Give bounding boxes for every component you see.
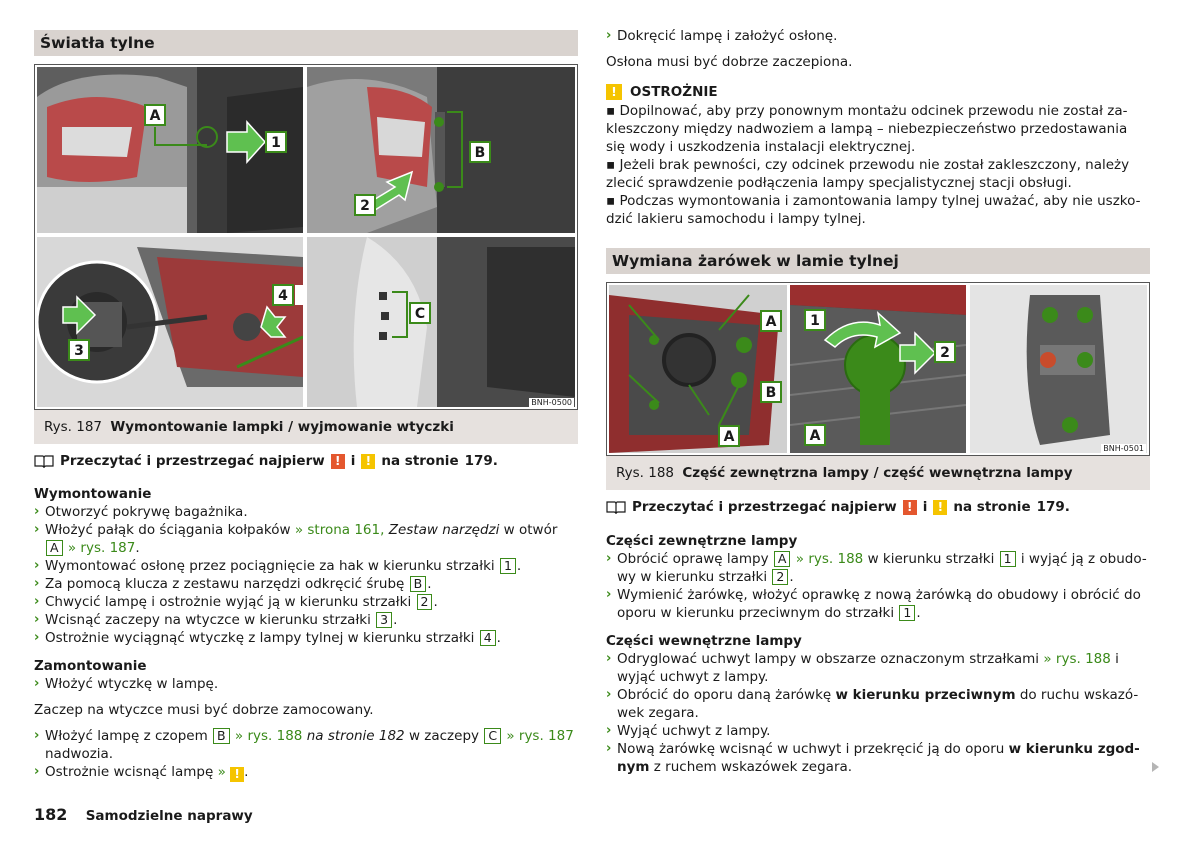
section-title-rear-lights: Światła tylne <box>34 30 578 56</box>
label-1-fig187 <box>266 132 286 152</box>
removal-step-3: › Wymontować osłonę przez pociągnięcie za hak w kierunku strzałki 1 . <box>34 558 522 574</box>
caution-bullet-1: Dopilnować, aby przy ponownym montażu odcinek przewodu nie został za-kleszczony między nadwoziem a lampą – niebezpieczeństwo przedostawania się wody i uszkodzenia instalacji elektrycznej. <box>606 103 1128 155</box>
read-first-note-right: Przeczytać i przestrzegać najpierw ! i ! na stronie 179. <box>606 498 1070 516</box>
link-fig-188-b[interactable]: » rys. 188 <box>1043 651 1111 667</box>
caution-title: OSTROŻNIE <box>630 84 718 100</box>
right-top-step: › Dokręcić lampę i założyć osłonę. <box>606 28 838 44</box>
figure-188-panel-3 <box>970 285 1147 453</box>
figure-188-number: Rys. 188 <box>616 465 675 481</box>
figure-188-panel-1 <box>609 285 787 453</box>
figure-188-caption <box>606 456 1150 490</box>
label-A-fig187 <box>145 105 165 125</box>
label-A-fig188-b <box>719 426 739 446</box>
svg-text:A: A <box>765 314 777 330</box>
page-ref[interactable]: 179. <box>1036 499 1070 515</box>
warning-yellow-icon[interactable]: ! <box>361 454 375 469</box>
removal-step-1: › Otworzyć pokrywę bagażnika. <box>34 504 248 520</box>
figure-187-title: Wymontowanie lampki / wyjmowanie wtyczki <box>110 419 454 435</box>
removal-step-7: › Ostrożnie wyciągnąć wtyczkę z lampy tylnej w kierunku strzałki 4 . <box>34 630 501 646</box>
inner-step-1: › Odryglować uchwyt lampy w obszarze oznaczonym strzałkami » rys. 188 i wyjąć uchwyt z lampy. <box>606 651 1119 685</box>
install-step-1: › Włożyć wtyczkę w lampę. <box>34 676 219 692</box>
svg-text:A: A <box>809 428 821 444</box>
label-C-fig187 <box>410 303 430 323</box>
link-fig-187-b[interactable]: » rys. 187 <box>506 728 574 744</box>
outer-step-2: › Wymienić żarówkę, włożyć oprawkę z nową żarówką do obudowy i obrócić do oporu w kierunku przeciwnym do strzałki 1 . <box>606 587 1141 621</box>
outer-heading: Części zewnętrzne lampy <box>606 533 798 549</box>
figure-188 <box>606 282 1150 456</box>
svg-text:B: B <box>474 145 486 161</box>
svg-text:C: C <box>414 306 426 322</box>
book-icon <box>34 454 54 468</box>
figure-187 <box>34 64 578 410</box>
svg-text:1: 1 <box>810 313 820 329</box>
page-footer <box>34 806 253 825</box>
svg-text:4: 4 <box>278 288 288 304</box>
right-top-note: Osłona musi być dobrze zaczepiona. <box>606 54 853 70</box>
link-fig-188[interactable]: » rys. 188 <box>795 551 864 567</box>
removal-step-5: › Chwycić lampę i ostrożnie wyjąć ją w kierunku strzałki 2 . <box>34 594 438 610</box>
inner-step-3: › Wyjąć uchwyt z lampy. <box>606 723 771 739</box>
install-heading: Zamontowanie <box>34 658 147 674</box>
removal-section <box>34 485 578 782</box>
label-2-fig187 <box>355 195 375 215</box>
warning-red-icon[interactable]: ! <box>903 500 917 515</box>
label-A-fig188-a <box>761 311 781 331</box>
bulb-steps <box>606 532 1150 776</box>
removal-heading: Wymontowanie <box>34 486 152 502</box>
svg-text:A: A <box>723 429 735 445</box>
removal-step-2: › Włożyć pałąk do ściągania kołpaków » strona 161, Zestaw narzędzi w otwór A » rys. 187. <box>34 522 558 556</box>
link-page-161[interactable]: » strona 161, <box>294 522 385 538</box>
read-first-note-left: Przeczytać i przestrzegać najpierw ! i ! na stronie 179. <box>34 452 498 470</box>
figure-187-number: Rys. 187 <box>44 419 103 435</box>
removal-step-4: › Za pomocą klucza z zestawu narzędzi odkręcić śrubę B . <box>34 576 432 592</box>
page-ref[interactable]: 179. <box>464 453 498 469</box>
caution-bullet-3: Podczas wymontowania i zamontowania lampy tylnej uważać, aby nie uszko-dzić lakieru samochodu i lampy tylnej. <box>606 193 1141 227</box>
label-1-fig188 <box>805 310 825 330</box>
svg-text:2: 2 <box>360 198 370 214</box>
svg-text:1: 1 <box>271 135 281 151</box>
svg-text:B: B <box>765 385 777 401</box>
label-4-fig187 <box>273 285 303 305</box>
inner-step-4: › Nową żarówkę wcisnąć w uchwyt i przekręcić ją do oporu w kierunku zgod-nym z ruchem wskazówek zegara. <box>606 741 1140 775</box>
figure-187-panel-1 <box>37 67 303 233</box>
page-number: 182 <box>34 805 68 824</box>
caution-box: ! OSTROŻNIE ▪ Dopilnować, aby przy ponownym montażu odcinek przewodu nie został za-kleszczony między nadwoziem a lampą – niebezpieczeństwo przedostawania się wody i uszkodzenia instalacji elektrycznej. ▪ Jeżeli brak pewności, czy odcinek przewodu nie został zakleszczony, należy zlecić sprawdzenie podłączenia lampy specjalistycznej stacji obsługi. ▪ Podczas wymontowania i zamontowania lampy tylnej uważać, aby nie uszko-dzić lakieru samochodu i lampy tylnej. <box>606 84 1141 227</box>
warning-red-icon[interactable]: ! <box>331 454 345 469</box>
label-A-fig188-c <box>805 425 825 445</box>
inner-step-2: › Obrócić do oporu daną żarówkę w kierunku przeciwnym do ruchu wskazó-wek zegara. <box>606 687 1139 721</box>
svg-text:2: 2 <box>940 345 950 361</box>
label-B-fig188 <box>761 382 781 402</box>
svg-text:3: 3 <box>74 343 84 359</box>
figure-188-panel-2 <box>790 285 966 453</box>
warning-yellow-icon[interactable]: ! <box>230 767 244 782</box>
label-3-fig187 <box>69 340 89 360</box>
link-fig-188[interactable]: » rys. 188 <box>234 728 303 744</box>
install-step-3: › Ostrożnie wcisnąć lampę » ! . <box>34 764 249 781</box>
label-B-fig187 <box>470 142 490 162</box>
caution-icon: ! <box>606 84 622 100</box>
book-icon <box>606 500 626 514</box>
figure-187-panel-2 <box>307 67 575 233</box>
label-2-fig188 <box>935 342 955 362</box>
figure-188-code: BNH-0501 <box>1103 444 1144 453</box>
section-title-bulb-replacement: Wymiana żarówek w lamie tylnej <box>606 248 1150 274</box>
warning-yellow-icon[interactable]: ! <box>933 500 947 515</box>
install-step-2: › Włożyć lampę z czopem B » rys. 188 na stronie 182 w zaczepy C » rys. 187 nadwozia. <box>34 728 574 762</box>
chapter-title: Samodzielne naprawy <box>85 808 253 824</box>
continue-arrow-icon <box>1152 762 1159 772</box>
inner-heading: Części wewnętrzne lampy <box>606 633 802 649</box>
svg-text:A: A <box>149 108 161 124</box>
figure-187-panel-3 <box>37 237 303 407</box>
figure-187-caption <box>34 410 578 444</box>
link-fig-187[interactable]: » rys. 187 <box>67 540 136 556</box>
install-note: Zaczep na wtyczce musi być dobrze zamocowany. <box>34 702 374 718</box>
figure-187-code: BNH-0500 <box>531 398 572 407</box>
outer-step-1: › Obrócić oprawę lampy A » rys. 188 w kierunku strzałki 1 i wyjąć ją z obudo-wy w kierunku strzałki 2 . <box>606 551 1147 585</box>
figure-187-panel-4 <box>307 237 575 407</box>
caution-bullet-2: Jeżeli brak pewności, czy odcinek przewodu nie został zakleszczony, należy zlecić sprawdzenie podłączenia lampy specjalistycznej stacji obsługi. <box>606 157 1130 191</box>
removal-step-6: › Wcisnąć zaczepy na wtyczce w kierunku strzałki 3 . <box>34 612 398 628</box>
figure-188-title: Część zewnętrzna lampy / część wewnętrzna lampy <box>682 465 1073 481</box>
